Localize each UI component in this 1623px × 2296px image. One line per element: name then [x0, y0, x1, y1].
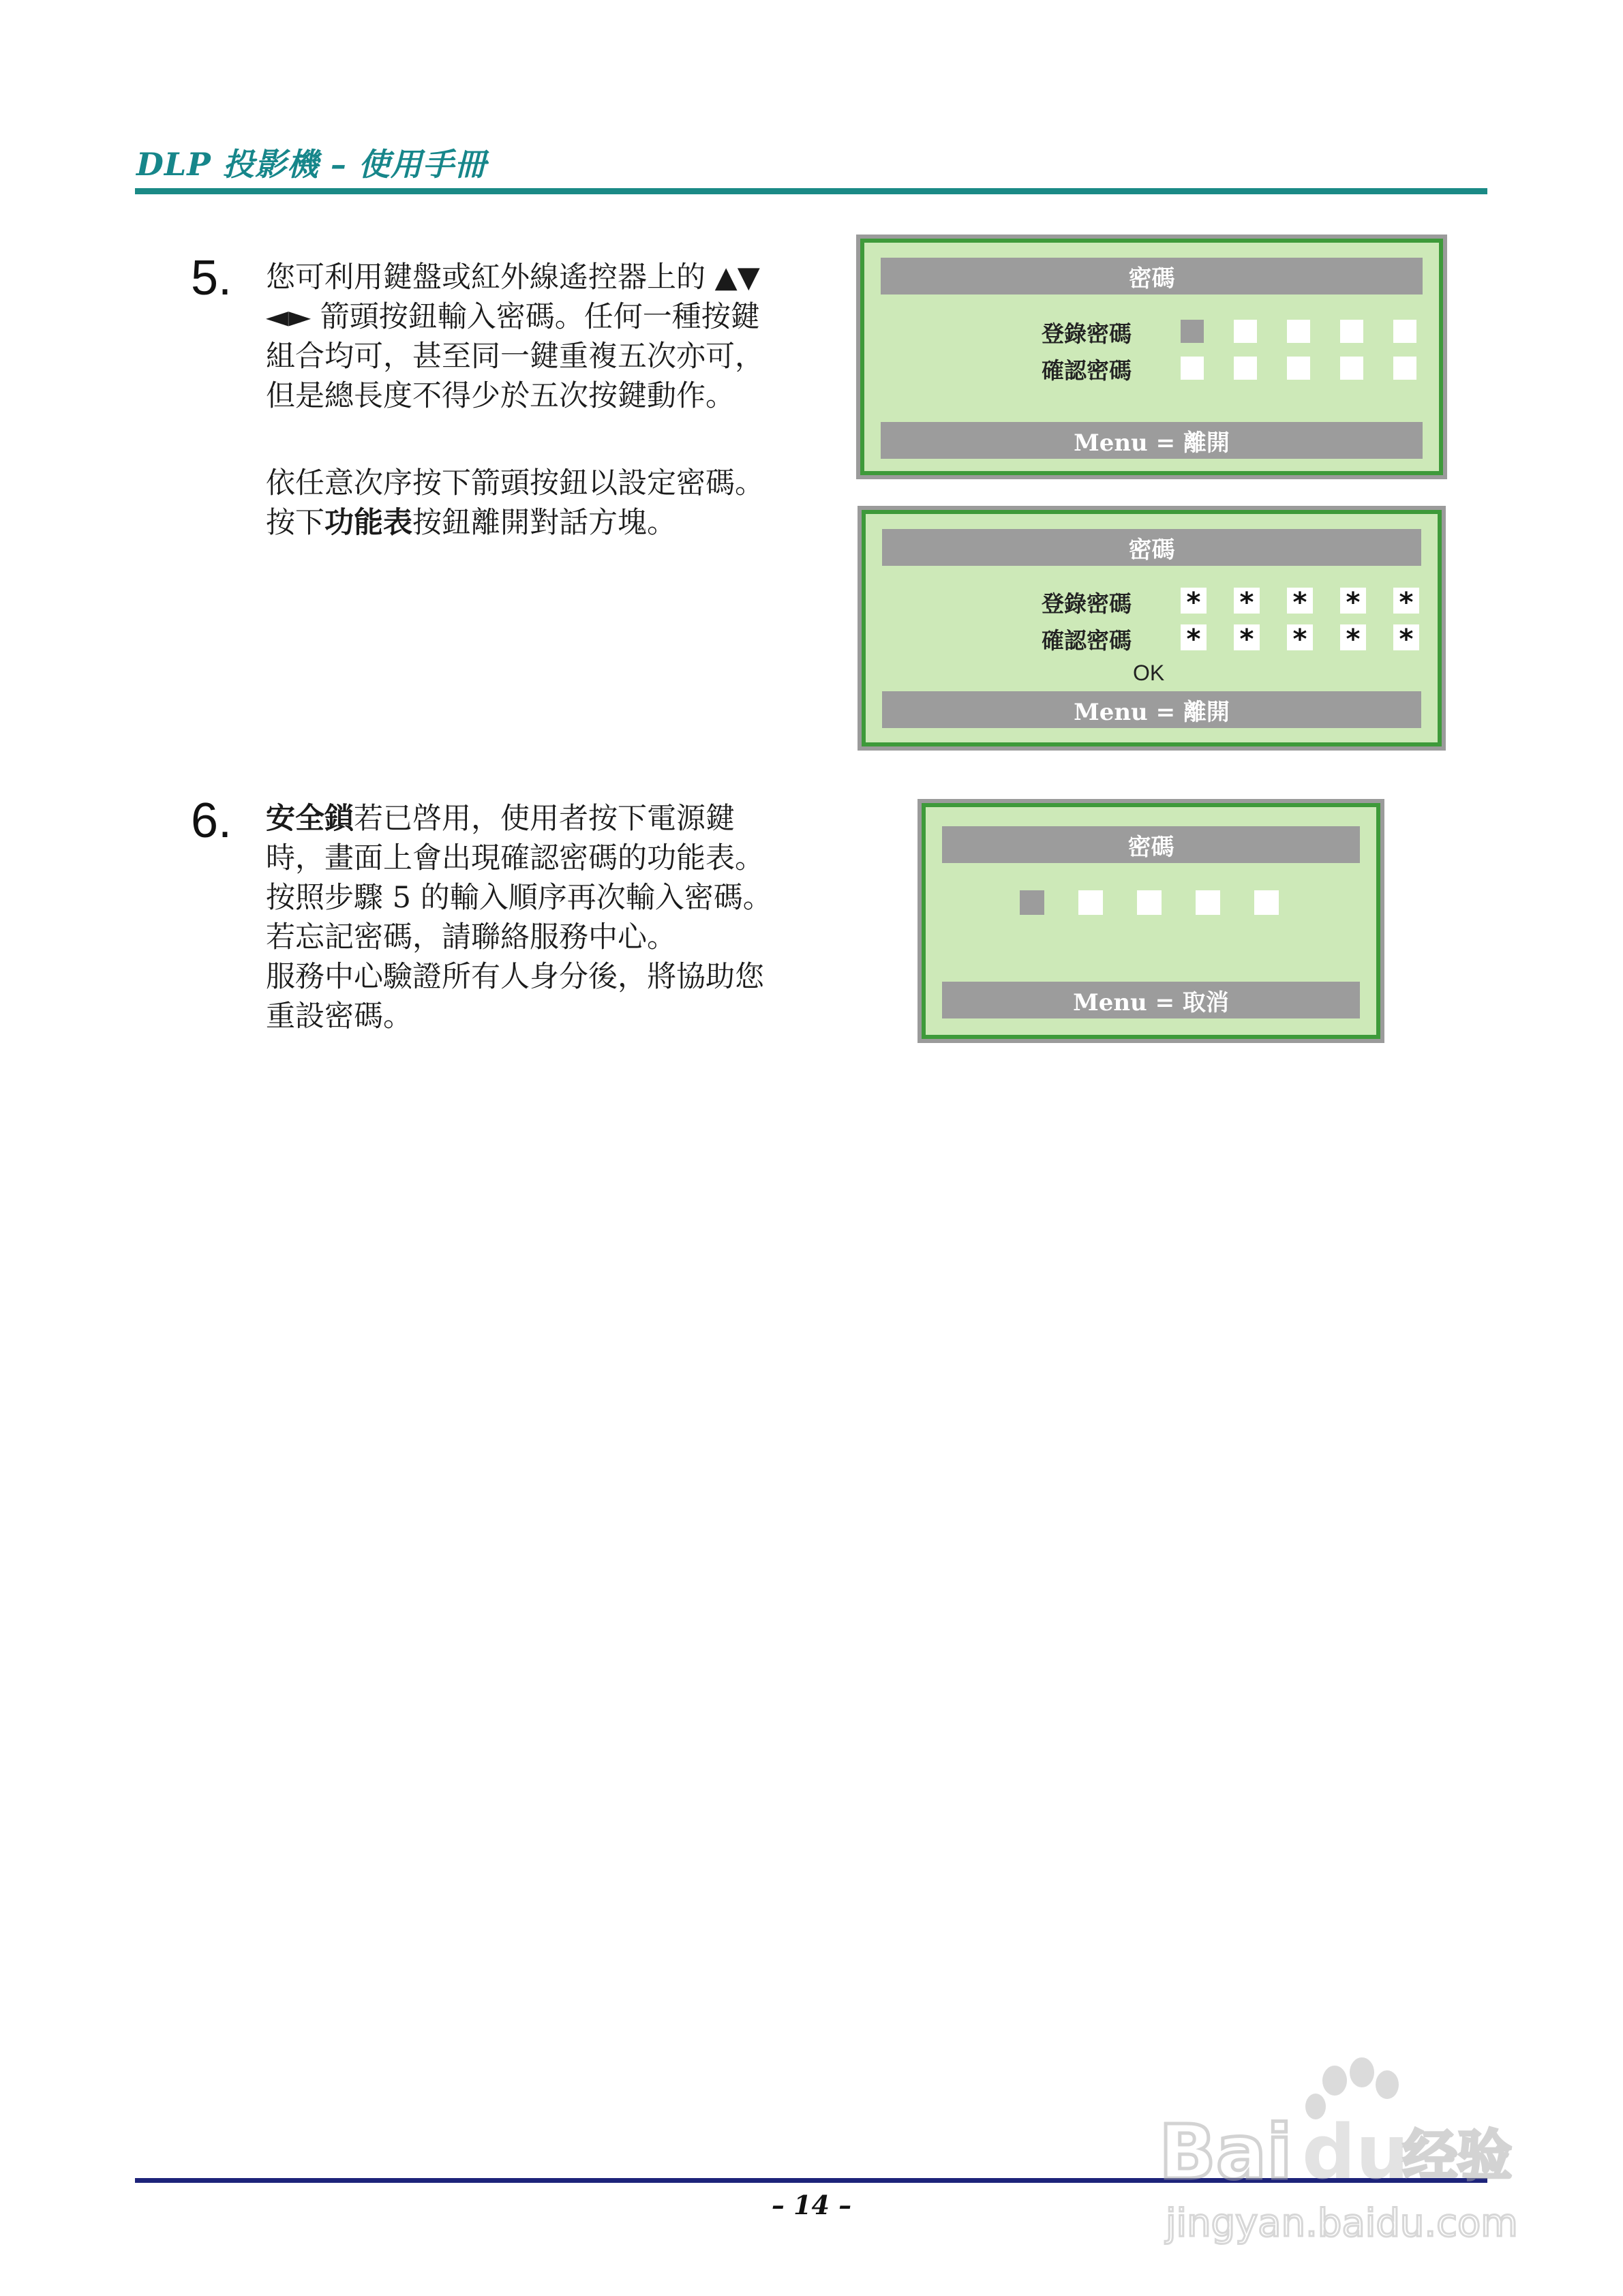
password-osd-empty — [860, 239, 1443, 475]
ok-confirmation: OK — [1133, 661, 1165, 685]
step-5-number: 5. — [191, 251, 232, 305]
masked-digit: * — [1181, 588, 1207, 614]
step-6-line: 重設密碼。 — [266, 999, 412, 1033]
masked-digit: * — [1234, 624, 1260, 650]
osd-title-bar: 密碼 — [882, 529, 1421, 566]
masked-digit: * — [1340, 588, 1366, 614]
svg-text:du: du — [1302, 2109, 1410, 2196]
password-slot[interactable] — [1234, 320, 1257, 343]
password-osd-filled — [862, 510, 1442, 746]
page-header-title: DLP 投影機 – 使用手冊 — [136, 146, 487, 183]
step-5-line: 但是總長度不得少於五次按鍵動作。 — [266, 379, 735, 413]
svg-text:jingyan.baidu.com: jingyan.baidu.com — [1166, 2201, 1518, 2246]
step-5-line: 您可利用鍵盤或紅外線遙控器上的 ▲▼ — [266, 260, 760, 294]
osd-title-bar: 密碼 — [881, 258, 1423, 294]
page-number: – 14 – — [771, 2190, 852, 2220]
confirm-password-label: 確認密碼 — [1042, 627, 1132, 654]
step-6-line: 若忘記密碼，請聯絡服務中心。 — [266, 920, 676, 954]
register-password-label: 登錄密碼 — [1042, 320, 1132, 347]
password-slot-active[interactable] — [1020, 890, 1044, 915]
step-5-line: 按下功能表按鈕離開對話方塊。 — [266, 506, 676, 540]
password-slot[interactable] — [1340, 320, 1363, 343]
step-5-line: 組合均可，甚至同一鍵重複五次亦可， — [266, 339, 764, 374]
baidu-watermark-logo — [1152, 2045, 1534, 2263]
masked-digit: * — [1393, 588, 1419, 614]
confirm-slot[interactable] — [1393, 357, 1416, 380]
confirm-slot[interactable] — [1287, 357, 1310, 380]
masked-digit: * — [1287, 588, 1313, 614]
password-slot[interactable] — [1137, 890, 1162, 915]
osd-footer-bar: Menu = 離開 — [882, 691, 1421, 728]
step-5-text — [266, 258, 811, 543]
svg-text:经验: 经验 — [1403, 2124, 1512, 2188]
password-slot[interactable] — [1196, 890, 1220, 915]
password-slot-active[interactable] — [1181, 320, 1204, 343]
confirm-slot[interactable] — [1234, 357, 1257, 380]
confirm-slot[interactable] — [1181, 357, 1204, 380]
masked-digit: * — [1181, 624, 1207, 650]
step-6-line: 按照步驟 5 的輸入順序再次輸入密碼。 — [266, 881, 772, 915]
masked-digit: * — [1340, 624, 1366, 650]
confirm-password-label: 確認密碼 — [1042, 357, 1132, 384]
masked-digit: * — [1234, 588, 1260, 614]
osd-footer-bar: Menu = 離開 — [881, 422, 1423, 459]
header-rule — [135, 188, 1487, 194]
osd-title-bar: 密碼 — [942, 826, 1360, 863]
step-5-line: ◄► 箭頭按鈕輸入密碼。任何一種按鍵 — [266, 300, 760, 334]
password-slot[interactable] — [1287, 320, 1310, 343]
menu-key-label: 功能表 — [324, 506, 412, 540]
step-6-line: 安全鎖若已啓用，使用者按下電源鍵 — [266, 802, 735, 836]
confirm-slot[interactable] — [1340, 357, 1363, 380]
security-lock-label: 安全鎖 — [266, 802, 354, 836]
password-osd-verify — [922, 803, 1380, 1039]
register-password-label: 登錄密碼 — [1042, 590, 1132, 617]
masked-digit: * — [1393, 624, 1419, 650]
masked-digit: * — [1287, 624, 1313, 650]
step-6-number: 6. — [191, 794, 232, 848]
password-slot[interactable] — [1393, 320, 1416, 343]
password-slot[interactable] — [1078, 890, 1103, 915]
step-6-line: 時，畫面上會出現確認密碼的功能表。 — [266, 841, 764, 875]
osd-footer-bar: Menu = 取消 — [942, 982, 1360, 1018]
step-6-text — [266, 799, 825, 1036]
step-6-line: 服務中心驗證所有人身分後，將協助您 — [266, 960, 764, 994]
step-5-line: 依任意次序按下箭頭按鈕以設定密碼。 — [266, 466, 764, 500]
svg-text:Bai: Bai — [1159, 2109, 1292, 2196]
password-slot[interactable] — [1254, 890, 1279, 915]
